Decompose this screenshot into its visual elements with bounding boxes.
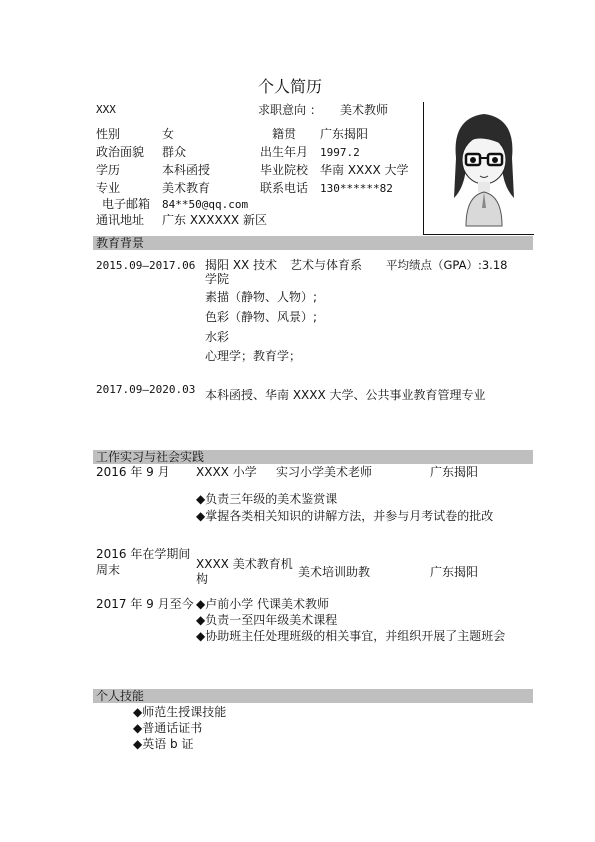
skill-item: ◆师范生授课技能: [133, 705, 227, 719]
work2-org-line1: XXXX 美术教育机: [196, 557, 293, 571]
politics-value: 群众: [162, 145, 187, 159]
work2-date-line1: 2016 年在学期间: [96, 547, 191, 561]
edu1-course-4: 心理学；教育学；: [205, 349, 302, 363]
native-label: 籍贯: [272, 127, 297, 141]
photo-frame: [423, 102, 534, 235]
name-value: XXX: [96, 103, 116, 116]
work1-bullet-1: ◆负责三年级的美术鉴赏课: [196, 492, 338, 506]
school-label: 毕业院校: [260, 163, 309, 177]
gender-label: 性别: [96, 127, 121, 141]
address-label: 通讯地址: [96, 213, 145, 227]
birth-label: 出生年月: [260, 145, 309, 159]
intent-value: 美术教师: [340, 103, 389, 117]
edu1-date: 2015.09—2017.06: [96, 259, 196, 272]
section-skills-title: 个人技能: [96, 689, 145, 703]
page-title: 个人简历: [257, 77, 322, 96]
edu-value: 本科函授: [162, 163, 211, 177]
edu2-desc: 本科函授、华南 XXXX 大学、公共事业教育管理专业: [205, 388, 486, 402]
phone-label: 联系电话: [260, 181, 309, 195]
work2-org-line2: 构: [196, 572, 209, 586]
edu1-course-3: 水彩: [205, 330, 230, 344]
edu1-gpa: 平均绩点（GPA）:3.18: [386, 258, 508, 272]
edu2-date: 2017.09—2020.03: [96, 383, 196, 396]
work1-date: 2016 年 9 月: [96, 465, 170, 479]
section-work-title: 工作实习与社会实践: [96, 450, 205, 464]
section-education-header: [93, 236, 533, 250]
skill-item: ◆普通话证书: [133, 721, 203, 735]
work3-bullet-1: ◆卢前小学 代课美术教师: [196, 597, 330, 611]
birth-value: 1997.2: [320, 146, 360, 159]
work1-role: 实习小学美术老师: [276, 465, 373, 479]
cartoon-girl-avatar-icon: [444, 108, 524, 228]
edu1-course-2: 色彩（静物、风景）;: [205, 310, 318, 324]
work2-role: 美术培训助教: [298, 565, 371, 579]
email-label: 电子邮箱: [102, 197, 151, 211]
native-value: 广东揭阳: [320, 127, 369, 141]
major-value: 美术教育: [162, 181, 211, 195]
work1-bullet-2: ◆掌握各类相关知识的讲解方法，并参与月考试卷的批改: [196, 509, 494, 523]
work1-org: XXXX 小学: [196, 465, 257, 479]
work3-date: 2017 年 9 月至今: [96, 597, 194, 611]
edu-label: 学历: [96, 163, 121, 177]
major-label: 专业: [96, 181, 121, 195]
skill-item: ◆英语 b 证: [133, 737, 194, 751]
work3-bullet-2: ◆负责一至四年级美术课程: [196, 613, 338, 627]
section-skills-header: [93, 689, 533, 703]
work1-place: 广东揭阳: [430, 465, 479, 479]
phone-value: 130******82: [320, 182, 393, 195]
edu1-school-line2: 学院: [205, 272, 230, 286]
work2-place: 广东揭阳: [430, 565, 479, 579]
edu1-course-1: 素描（静物、人物）;: [205, 290, 318, 304]
section-education-title: 教育背景: [96, 236, 145, 250]
school-value: 华南 XXXX 大学: [320, 163, 409, 177]
edu1-dept: 艺术与体育系: [290, 258, 363, 272]
intent-label: 求职意向 ：: [258, 103, 322, 117]
email-value: 84**50@qq.com: [162, 198, 249, 211]
address-value: 广东 XXXXXX 新区: [162, 213, 267, 227]
work2-date-line2: 周末: [96, 563, 121, 577]
gender-value: 女: [162, 127, 175, 141]
section-work-header: [93, 450, 533, 464]
politics-label: 政治面貌: [96, 145, 145, 159]
edu1-school-line1: 揭阳 XX 技术: [205, 258, 278, 272]
work3-bullet-3: ◆协助班主任处理班级的相关事宜，并组织开展了主题班会: [196, 629, 506, 643]
